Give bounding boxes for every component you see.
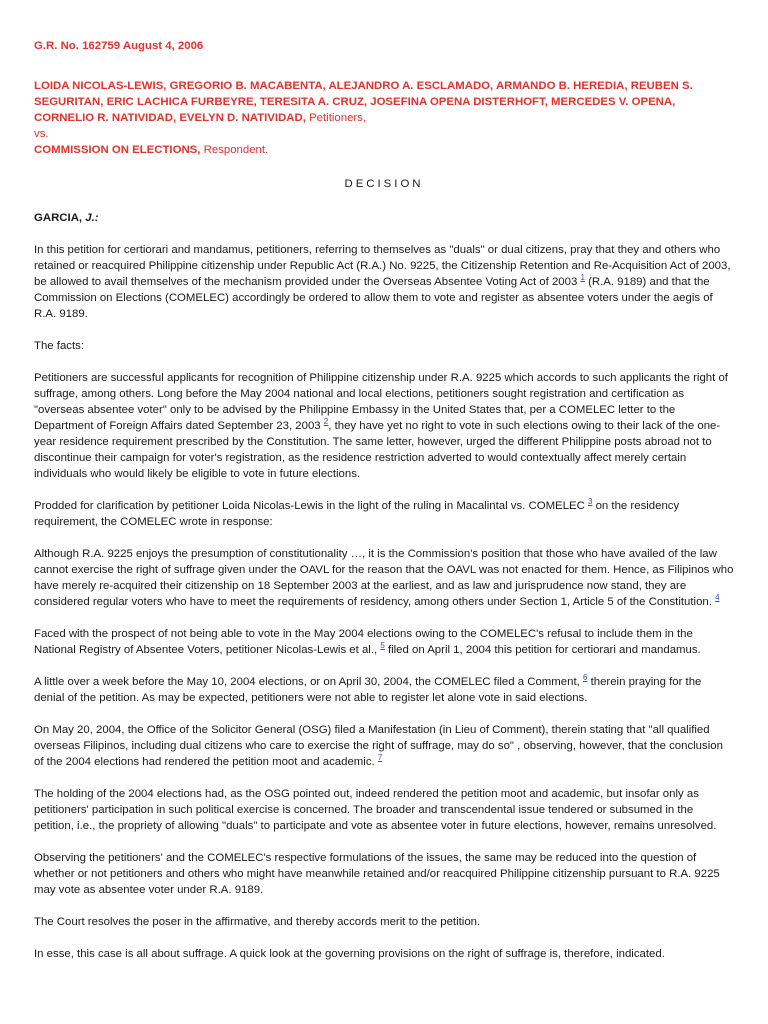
footnote-link-2[interactable]: 2 [323, 417, 329, 427]
footnote-link-5[interactable]: 5 [380, 641, 385, 651]
paragraph-text: , they have yet no right to vote in such elections owing to their lack of the one-year residence requirement prescribed by the Constitution. The same letter, however, urged the different Philippine posts abroad not to discontinue their campaign for voter's registration, as the residence restriction adverted to would contextually affect merely certain individuals who would likely be eligible to vote in future elections. [34, 420, 721, 480]
paragraph-5 [34, 546, 734, 610]
case-number: G.R. No. 162759 August 4, 2006 [34, 40, 204, 52]
versus-label: vs. [34, 128, 49, 140]
petitioners-label: Petitioners, [305, 112, 367, 124]
respondent-line [34, 142, 734, 158]
respondent-label: Respondent. [200, 144, 269, 156]
paragraph-text: On May 20, 2004, the Office of the Solicitor General (OSG) filed a Manifestation (in Lieu of Comment), therein stating that "all qualified overseas Filipinos, including dual citizens who care to exercise the right of suffrage, may do so" , observing, however, that the conclusion of the 2004 elections had rendered the petition moot and academic. [34, 724, 723, 768]
ponente-name: GARCIA, [34, 212, 83, 224]
footnote-link-1[interactable]: 1 [580, 273, 585, 283]
paragraph-7 [34, 674, 734, 706]
paragraph-text: (R.A. 9189) and that the Commission on Elections (COMELEC) accordingly be ordered to allow them to vote and register as absentee voters under the aegis of R.A. 9189. [34, 276, 713, 320]
footnote-link-7[interactable]: 7 [377, 753, 383, 763]
paragraph-10: Observing the petitioners' and the COMELEC's respective formulations of the issues, the same may be reduced into the question of whether or not petitioners and others who might have meanwhile retained and/or reacquired Philippine citizenship pursuant to R.A. 9225 may vote as absentee voter under R.A. 9189. [34, 852, 720, 896]
paragraph-text: In this petition for certiorari and mandamus, petitioners, referring to themselves as "duals" or dual citizens, pray that they and others who retained or reacquired Philippine citizenship under Republic Act (R.A.) No. 9225, the Citizenship Retention and Re-Acquisition Act of 2003, be allowed to avail themselves of the mechanism provided under the Overseas Absentee Voting Act of 2003 [34, 244, 731, 288]
respondent-name: COMMISSION ON ELECTIONS, [34, 144, 201, 156]
paragraph-text: Prodded for clarification by petitioner Loida Nicolas-Lewis in the light of the ruling in Macalintal vs. COMELEC [34, 500, 588, 512]
footnote-link-4[interactable]: 4 [715, 593, 720, 603]
ponente [34, 210, 734, 226]
case-parties [34, 78, 734, 126]
paragraph-3 [34, 370, 734, 482]
paragraph-4 [34, 498, 734, 530]
decision-heading: DECISION [344, 178, 424, 190]
petitioners-names: LOIDA NICOLAS-LEWIS, GREGORIO B. MACABENTA, ALEJANDRO A. ESCLAMADO, ARMANDO B. HEREDIA, REUBEN S. SEGURITAN, ERIC LACHICA FURBEYRE, TERESITA A. CRUZ, JOSEFINA OPENA DISTERHOFT, MERCEDES V. OPENA, CORNELIO R. NATIVIDAD, EVELYN D. NATIVIDAD, [34, 80, 693, 124]
paragraph-8 [34, 722, 734, 770]
paragraph-text: Faced with the prospect of not being able to vote in the May 2004 elections owing to the COMELEC's refusal to include them in the National Registry of Absentee Voters, petitioner Nicolas-Lewis et al., [34, 628, 693, 656]
footnote-link-6[interactable]: 6 [582, 673, 588, 683]
paragraph-9: The holding of the 2004 elections had, as the OSG pointed out, indeed rendered the petition moot and academic, but insofar only as petitioners' participation in such political exercise is concerned. The broader and transcendental issue tendered or subsumed in the petition, i.e., the propriety of allowing "duals" to participate and vote as absentee voter in future elections, however, remains unresolved. [34, 788, 717, 832]
footnote-link-3[interactable]: 3 [587, 497, 593, 507]
ponente-suffix: J.: [85, 212, 99, 224]
paragraph-text: filed on April 1, 2004 this petition for certiorari and mandamus. [384, 644, 701, 656]
paragraph-12: In esse, this case is all about suffrage. A quick look at the governing provisions on the right of suffrage is, therefore, indicated. [34, 948, 665, 960]
paragraph-1 [34, 242, 734, 322]
paragraph-text: A little over a week before the May 10, 2004 elections, or on April 30, 2004, the COMELEC filed a Comment, [34, 676, 583, 688]
paragraph-6 [34, 626, 734, 658]
paragraph-text: Petitioners are successful applicants for recognition of Philippine citizenship under R.A. 9225 which accords to such applicants the right of suffrage, among others. Long before the May 2004 national and local elections, petitioners sought registration and certification as "overseas absentee voter" only to be advised by the Philippine Embassy in the United States that, per a COMELEC letter to the Department of Foreign Affairs dated September 23, 2003 [34, 372, 728, 432]
paragraph-text: on the residency requirement, the COMELEC wrote in response: [34, 500, 680, 528]
paragraph-2: The facts: [34, 340, 85, 352]
paragraph-text: Although R.A. 9225 enjoys the presumption of constitutionality …, it is the Commission's position that those who have availed of the law cannot exercise the right of suffrage given under the OAVL for the reason that the OAVL was not enacted for them. Hence, as Filipinos who have merely re-acquired their citizenship on 18 September 2003 at the earliest, and as law and jurisprudence now stand, they are considered regular voters who have to meet the requirements of residency, among others under Section 1, Article 5 of the Constitution. [34, 548, 734, 608]
paragraph-text: therein praying for the denial of the petition. As may be expected, petitioners were not able to register let alone vote in said elections. [34, 676, 702, 704]
paragraph-11: The Court resolves the poser in the affirmative, and thereby accords merit to the petition. [34, 916, 481, 928]
